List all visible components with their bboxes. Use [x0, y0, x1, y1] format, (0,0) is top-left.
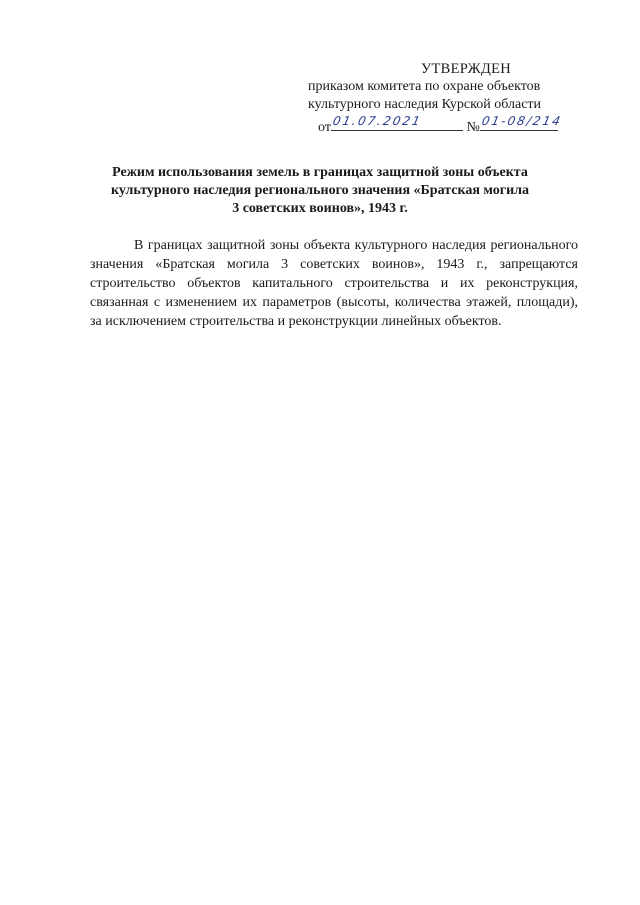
body-paragraph: В границах защитной зоны объекта культурного наследия регионального значения «Братская могила 3 советских воинов», 1943 г., запрещаются строительство объектов капитального строительства и их реконструкция, связанная с изменением их параметров (высоты, количества этажей, площади), за исключением строительства и реконструкции линейных объектов. [90, 238, 578, 329]
heading-line-2: культурного наследия регионального значения «Братская могила [110, 183, 530, 198]
date-field [331, 114, 463, 131]
approval-block [308, 60, 588, 137]
handwritten-number: 01-08/214 [480, 114, 564, 128]
document-heading [70, 164, 570, 218]
number-field [480, 114, 564, 131]
order-details [318, 114, 588, 137]
number-label: № [466, 120, 480, 135]
approval-line-1: приказом комитета по охране объектов [308, 79, 541, 94]
from-label: от [318, 120, 331, 135]
approval-title: УТВЕРЖДЕН [420, 61, 512, 77]
heading-line-3: 3 советских воинов», 1943 г. [232, 201, 408, 216]
approval-line-2: культурного наследия Курской области [308, 97, 542, 112]
handwritten-date: 01.07.2021 [331, 114, 424, 128]
heading-line-1: Режим использования земель в границах защитной зоны объекта [112, 165, 528, 180]
